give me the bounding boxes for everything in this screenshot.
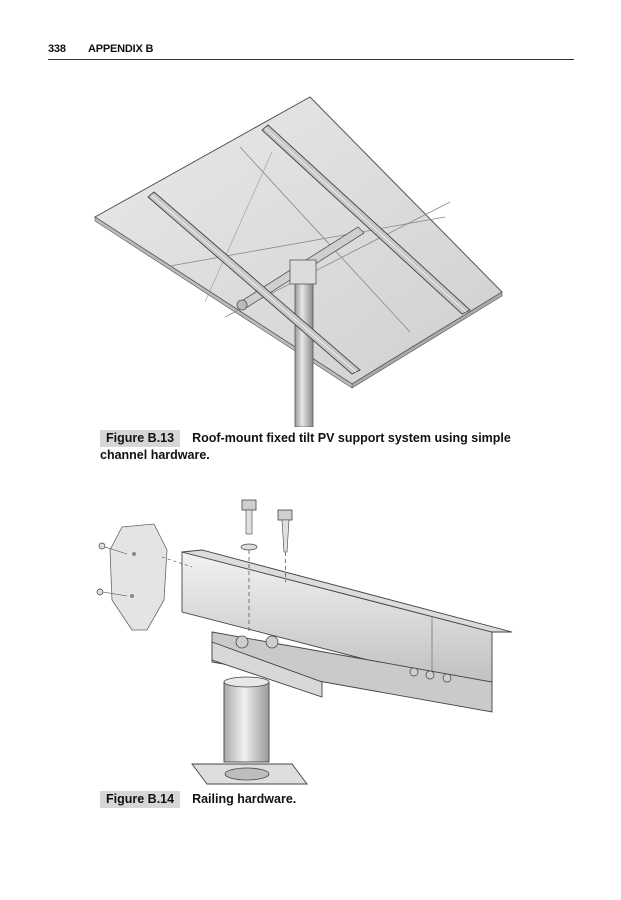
page-number: 338	[48, 43, 66, 55]
figure-b14-label: Figure B.14	[100, 791, 180, 808]
page-header	[48, 43, 574, 60]
figure-b13-caption-text: Roof-mount fixed tilt PV support system using simple channel hardware.	[100, 431, 511, 462]
figure-b14-illustration	[92, 492, 517, 790]
figure-b14-caption-text: Railing hardware.	[192, 792, 297, 806]
figure-b13-illustration	[90, 92, 510, 427]
figure-b13-label: Figure B.13	[100, 430, 180, 447]
running-head: APPENDIX B	[88, 43, 154, 55]
figure-b14-caption	[100, 791, 540, 808]
figure-b13-caption	[100, 430, 540, 464]
